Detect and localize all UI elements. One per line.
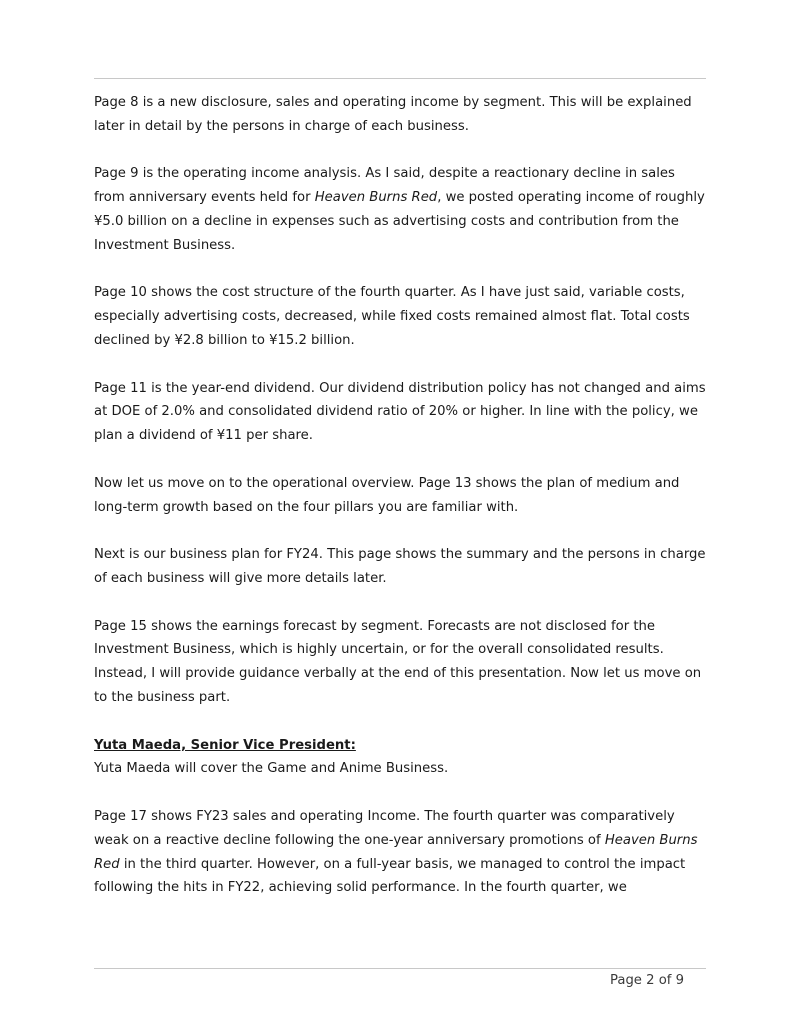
paragraph-operating-income-analysis [94,162,708,257]
page-number: Page 2 of 9 [610,973,684,988]
document-body [94,91,708,924]
header-divider [94,78,706,79]
speaker-heading [94,734,708,758]
game-title: Heaven Burns Red [314,190,438,206]
paragraph-text: in the third quarter. However, on a full-year basis, we managed to control the impact following the hits in FY22, achieving solid performance. In the fourth quarter, we [94,856,686,896]
paragraph-business-plan: Next is our business plan for FY24. This page shows the summary and the persons in charge of each business will give more details later. [94,547,706,586]
paragraph-fy23-results [94,805,708,900]
speaker-name: Yuta Maeda, Senior Vice President: [94,737,356,753]
game-title: Heaven Burns Red [94,832,698,872]
paragraph-speaker-intro: Yuta Maeda will cover the Game and Anime Business. [94,761,449,777]
paragraph-text: Page 9 is the operating income analysis. As I said, despite a reactionary decline in sales from anniversary events held for [94,166,675,206]
paragraph-operational-overview: Now let us move on to the operational overview. Page 13 shows the plan of medium and long-term growth based on the four pillars you are familiar with. [94,475,680,515]
paragraph-segment-disclosure: Page 8 is a new disclosure, sales and operating income by segment. This will be explained later in detail by the persons in charge of each business. [94,95,692,134]
footer-divider [94,968,706,969]
paragraph-text: , we posted operating income of roughly ¥5.0 billion on a decline in expenses such as advertising costs and contribution from the Investment Business. [94,190,705,253]
paragraph-dividend: Page 11 is the year-end dividend. Our dividend distribution policy has not changed and aims at DOE of 2.0% and consolidated dividend ratio of 20% or higher. In line with the policy, we plan a dividend of ¥11 per share. [94,380,706,444]
paragraph-cost-structure: Page 10 shows the cost structure of the fourth quarter. As I have just said, variable costs, especially advertising costs, decreased, while fixed costs remained almost flat. Total costs declined by ¥2.8 billion to ¥15.2 billion. [94,285,690,348]
paragraph-earnings-forecast: Page 15 shows the earnings forecast by segment. Forecasts are not disclosed for the Investment Business, which is highly uncertain, or for the overall consolidated results. Instead, I will provide guidance verbally at the end of this presentation. Now let us move on to the business part. [94,618,702,705]
paragraph-text: Page 17 shows FY23 sales and operating Income. The fourth quarter was comparatively weak on a reactive decline following the one-year anniversary promotions of [94,808,675,848]
